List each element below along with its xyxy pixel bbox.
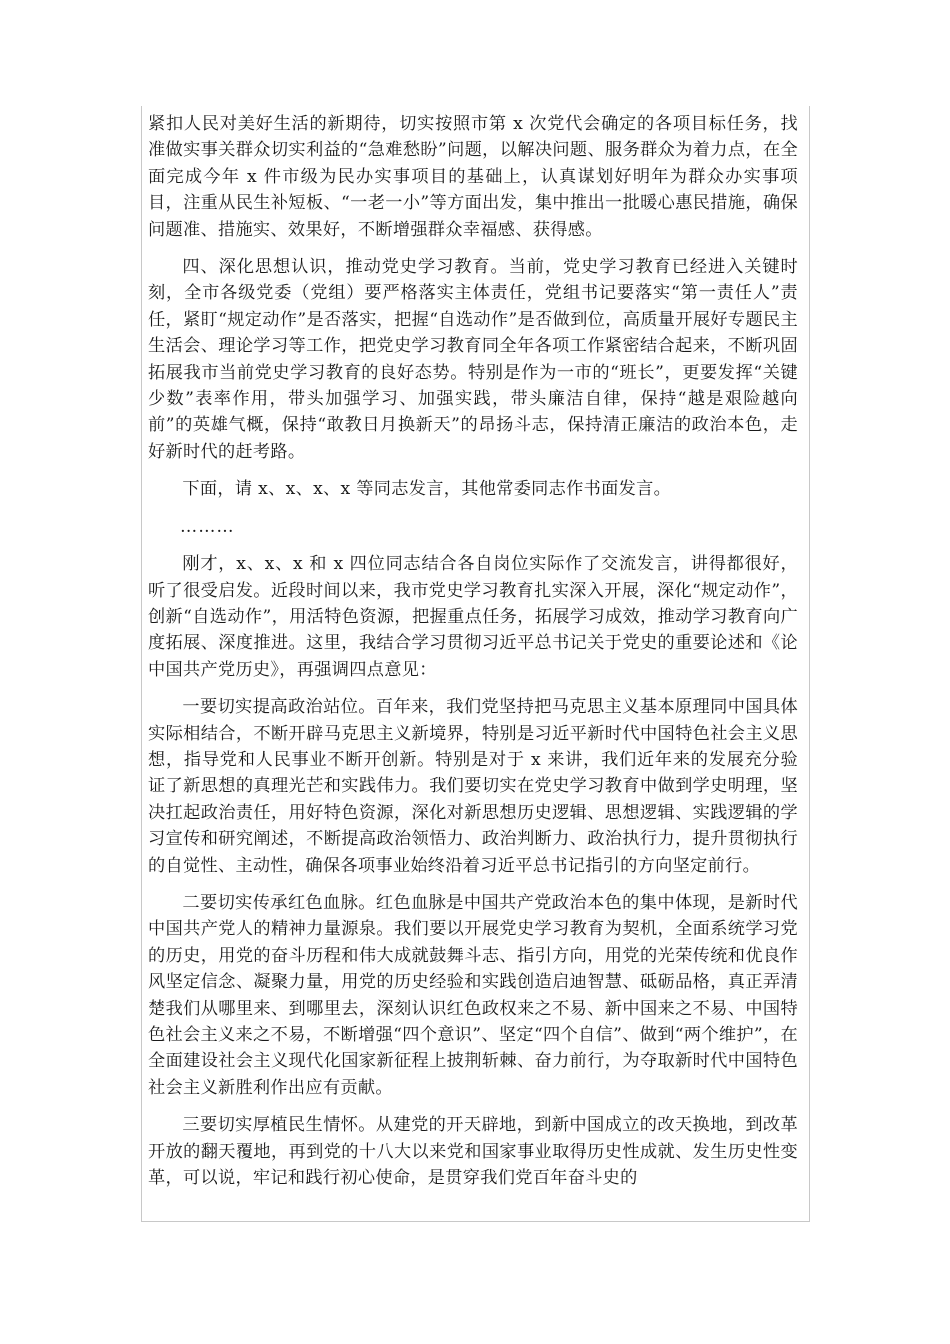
document-body (142, 111, 810, 1202)
paragraph-people-feelings: 三要切实厚植民生情怀。从建党的开天辟地，到新中国成立的改天换地，到改革开放的翻天覆地，再到党的十八大以来党和国家事业取得历史性成就、发生历史性变革，可以说，牢记和践行初心使命，是贯穿我们党百年奋斗史的 (148, 1115, 798, 1189)
paragraph-political-standing: 一要切实提高政治站位。百年来，我们党坚持把马克思主义基本原理同中国具体实际相结合，不断开辟马克思主义新境界，特别是习近平新时代中国特色社会主义思想，指导党和人民事业不断开创新。特别是对于 x 来讲，我们近年来的发展充分验证了新思想的真理光芒和实践伟力。我们要切实在党史学习教育中做到学史明理，坚决扛起政治责任，用好特色资源，深化对新思想历史逻辑、思想逻辑、实践逻辑的学习宣传和研究阐述，不断提高政治领悟力、政治判断力、政治执行力，提升贯彻执行的自觉性、主动性，确保各项事业始终沿着习近平总书记指引的方向坚定前行。 (148, 697, 798, 876)
paragraph-red-bloodline: 二要切实传承红色血脉。红色血脉是中国共产党政治本色的集中体现，是新时代中国共产党人的精神力量源泉。我们要以开展党史学习教育为契机，全面系统学习党的历史，用党的奋斗历程和伟大成就鼓舞斗志、指引方向，用党的光荣传统和优良作风坚定信念、凝聚力量，用党的历史经验和实践创造启迪智慧、砥砺品格，真正弄清楚我们从哪里来、到哪里去，深刻认识红色政权来之不易、新中国来之不易、中国特色社会主义来之不易，不断增强“四个意识”、坚定“四个自信”、做到“两个维护”，在全面建设社会主义现代化国家新征程上披荆斩棘、奋力前行，为夺取新时代中国特色社会主义新胜利作出应有贡献。 (148, 892, 798, 1098)
paragraph-speakers-invitation: 下面，请 x、x、x、x 等同志发言，其他常委同志作书面发言。 (182, 479, 672, 500)
ellipsis-separator: ……… (180, 516, 235, 537)
paragraph-people-livelihood: 紧扣人民对美好生活的新期待，切实按照市第 x 次党代会确定的各项目标任务，找准做实事关群众切实利益的“急难愁盼”问题，以解决问题、服务群众为着力点，在全面完成今年 x 件市级为民办实事项目的基础上，认真谋划好明年为群众办实事项目，注重从民生补短板、“一老一小”等方面出发，集中推出一批暖心惠民措施，确保问题准、措施实、效果好，不断增强群众幸福感、获得感。 (148, 114, 798, 240)
paragraph-summary-remarks: 刚才，x、x、x 和 x 四位同志结合各自岗位实际作了交流发言，讲得都很好，听了很受启发。近段时间以来，我市党史学习教育扎实深入开展，深化“规定动作”，创新“自选动作”，用活特色资源，把握重点任务，拓展学习成效，推动学习教育向广度拓展、深度推进。这里，我结合学习贯彻习近平总书记关于党史的重要论述和《论中国共产党历史》，再强调四点意见： (148, 554, 798, 680)
paragraph-party-history-education: 四、深化思想认识，推动党史学习教育。当前，党史学习教育已经进入关键时刻，全市各级党委（党组）要严格落实主体责任，党组书记要落实“第一责任人”责任，紧盯“规定动作”是否落实，把握“自选动作”是否做到位，高质量开展好专题民主生活会、理论学习等工作，把党史学习教育同全年各项工作紧密结合起来，不断巩固拓展我市当前党史学习教育的良好态势。特别是作为一市的“班长”，更要发挥“关键少数”表率作用，带头加强学习、加强实践，带头廉洁自律，保持“越是艰险越向前”的英雄气概，保持“敢教日月换新天”的昂扬斗志，保持清正廉洁的政治本色，走好新时代的赶考路。 (148, 257, 798, 462)
